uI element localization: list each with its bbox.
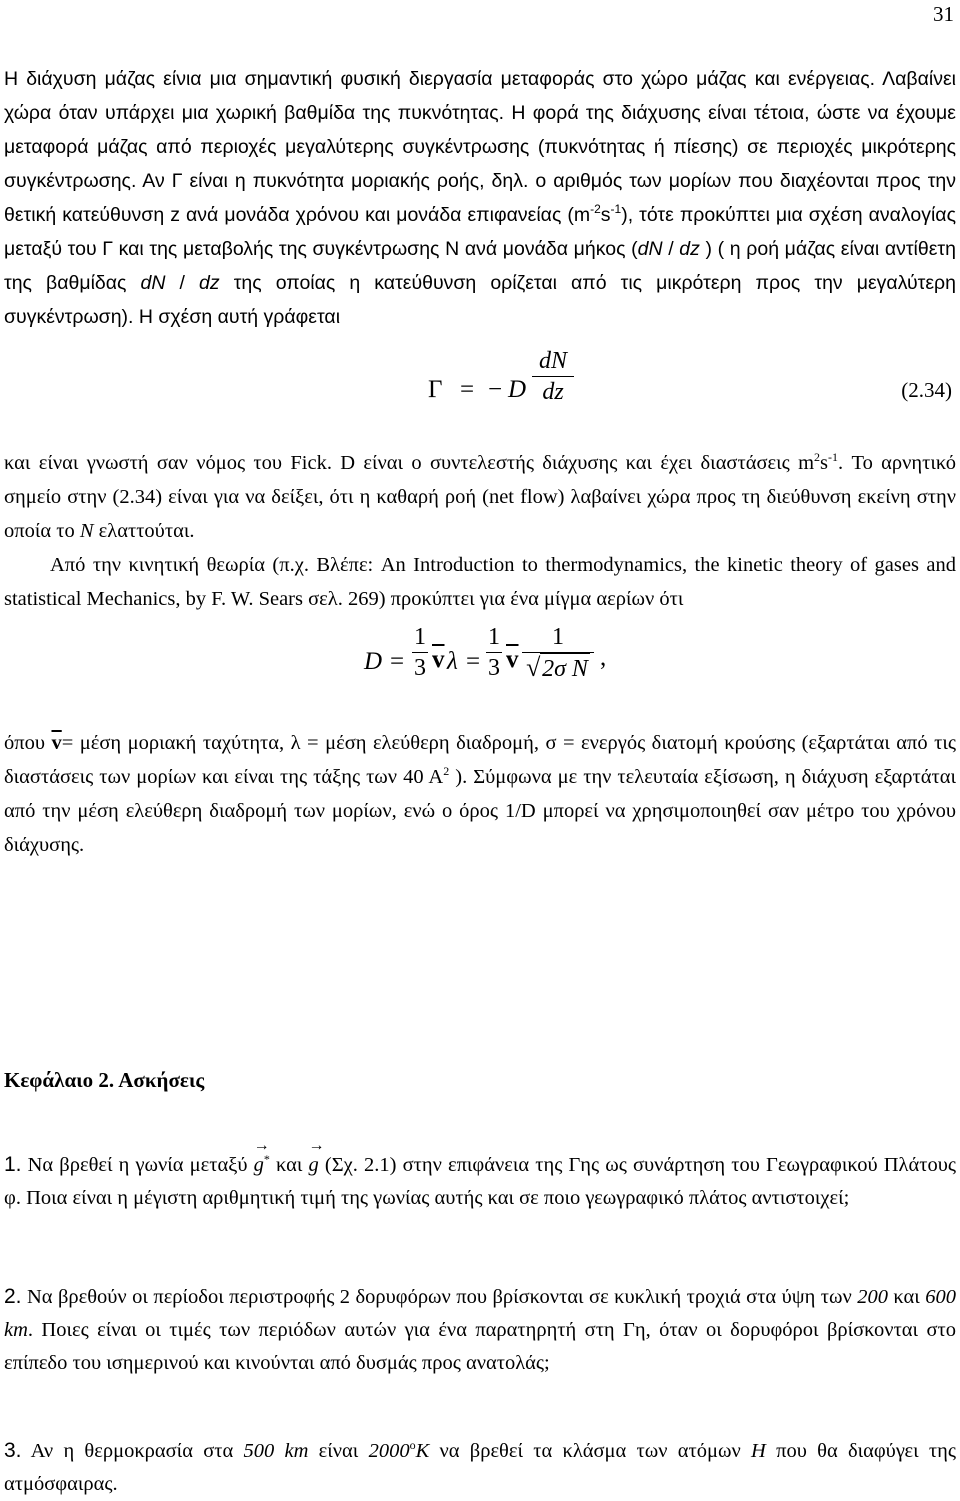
- equation-diffusion-coefficient: [4, 616, 956, 716]
- paragraph-definitions: όπου $\overline{v}= \mu έ\sigma\eta$ μοριακή ταχύτητα, λ = μέση ελεύθερη διαδρομή, σ = ενεργός διατομή κρούσης (εξαρτάται από τις διαστάσεις των μορίων και είναι της τάξης των 40 $A^2$ ). Σύμφωνα με την τελευταία εξίσωση, η διάχυση εξαρτάται από την μέση ελεύθερη διαδρομή των μορίων, ενώ ο όρος 1/D μπορεί να χρησιμοποιηθεί σαν μέτρο του χρόνου διάχυσης.: [4, 732, 956, 856]
- eq-equals: =: [460, 376, 475, 403]
- eq2-sqrt: √ 2σ N: [526, 653, 588, 682]
- eq2-fraction-one-third-b: $\frac{1}{3}$: [488, 624, 500, 681]
- eq2-comma: ,: [600, 644, 607, 671]
- eq2-D: D: [364, 648, 383, 675]
- exercise-2: 2. Να βρεθούν οι περίοδοι περιστροφής 2 δορυφόρων που βρίσκονται σε κυκλική τροχιά στα ύψη των 200 και 600 km. Ποιες είναι οι τιμές των περιόδων αυτών για ένα παρατηρητή στη Γη, όταν οι δορυφόροι βρίσκονται στο επίπεδο του ισημερινού και κινούνται από δυσμάς προς ανατολάς;: [4, 1285, 956, 1374]
- eq-gamma: Γ: [428, 376, 443, 403]
- eq2-fraction-sqrt: 1 √ 2σ N: [522, 622, 594, 684]
- eq2-mean-velocity-a: $\overline{v}$: [432, 646, 445, 673]
- exercise-1: 1. Να βρεθεί η γωνία μεταξύ → g* και → g (Σχ. 2.1) στην επιφάνεια της Γης ως συνάρτηση του Γεωγραφικού Πλάτους φ. Ποια είναι η μέγιστη αριθμητική τιμή της γωνίας αυτής και σε ποιο γεωγραφικό πλάτος αντιστοιχεί;: [4, 1148, 956, 1215]
- eq2-equals-1: =: [390, 648, 405, 675]
- eq-minus: −: [488, 376, 503, 403]
- vector-g: → g: [309, 1149, 319, 1182]
- paragraph-fick-law: και είναι γνωστή σαν νόμος του Fick. D είναι ο συντελεστής διάχυσης και έχει διαστάσεις $m^2s^{-1}$. Το αρνητικό σημείο στην (2.34) είναι για να δείξει, ότι η καθαρή ροή (net flow) λαβαίνει χώρα προς τη διεύθυνση εκείνη στην οποία το N ελαττούται.: [4, 450, 956, 542]
- eq2-mean-velocity-b: $\overline{v}$: [506, 646, 519, 673]
- paragraph-diffusion-intro: Η διάχυση μάζας είνια μια σημαντική φυσική διεργασία μεταφοράς στο χώρο μάζας και ενέργειας. Λαβαίνει χώρα όταν υπάρχει μια χωρική βαθμίδα της πυκνότητας. Η φορά της διάχυσης είναι τέτοια, ώστε να έχουμε μεταφορά μάζας από περιοχές μεγαλύτερης συγκέντρωσης (πυκνότητας ή πίεσης) σε περιοχές μικρότερης συγκέντρωσης. Αν Γ είναι η πυκνότητα μοριακής ροής, δηλ. ο αριθμός των μορίων που διαχέονται προς την θετική κατεύθυνση z ανά μονάδα χρόνου και μονάδα επιφανείας $(m^{-2}s^{-1})$, τότε προκύπτει μια σχέση αναλογίας μεταξύ του Γ και της μεταβολής της συγκέντρωσης N ανά μονάδα μήκος (dN / dz ) ( η ροή μάζας είναι αντίθετη της βαθμίδας dN / dz της οποίας η κατεύθυνση ορίζεται από τις μικρότερη προς την μεγαλύτερη συγκέντρωση). Η σχέση αυτή γράφεται: [4, 68, 956, 328]
- vector-g-star: → g: [254, 1149, 264, 1182]
- eq2-equals-2: =: [466, 648, 481, 675]
- eq-diffusion-coefficient: D: [508, 376, 527, 403]
- eq2-lambda: λ: [447, 648, 458, 675]
- paragraph-kinetic-theory: Από την κινητική θεωρία (π.χ. Βλέπε: An Introduction to thermodynamics, the kinetic theory of gases and statistical Mechanics, by F. W. Sears σελ. 269) προκύπτει για ένα μίγμα αερίων ότι: [4, 554, 956, 610]
- equation-number: (2.34): [901, 378, 952, 402]
- page-content: [4, 62, 956, 862]
- exercise-3: 3. Αν η θερμοκρασία στα 500 km είναι 2000$^o$K να βρεθεί τα κλάσμα των ατόμων H που θα διαφύγει της ατμόσφαιρας.: [4, 1438, 957, 1495]
- eq-fraction-dn-dz: $\frac{dN}{dz}$: [532, 346, 574, 407]
- page-number: 31: [933, 2, 954, 26]
- eq2-fraction-one-third-a: $\frac{1}{3}$: [414, 624, 426, 681]
- equation-fick-law: [4, 334, 956, 446]
- chapter-heading: Κεφάλαιο 2. Ασκήσεις: [4, 1068, 205, 1092]
